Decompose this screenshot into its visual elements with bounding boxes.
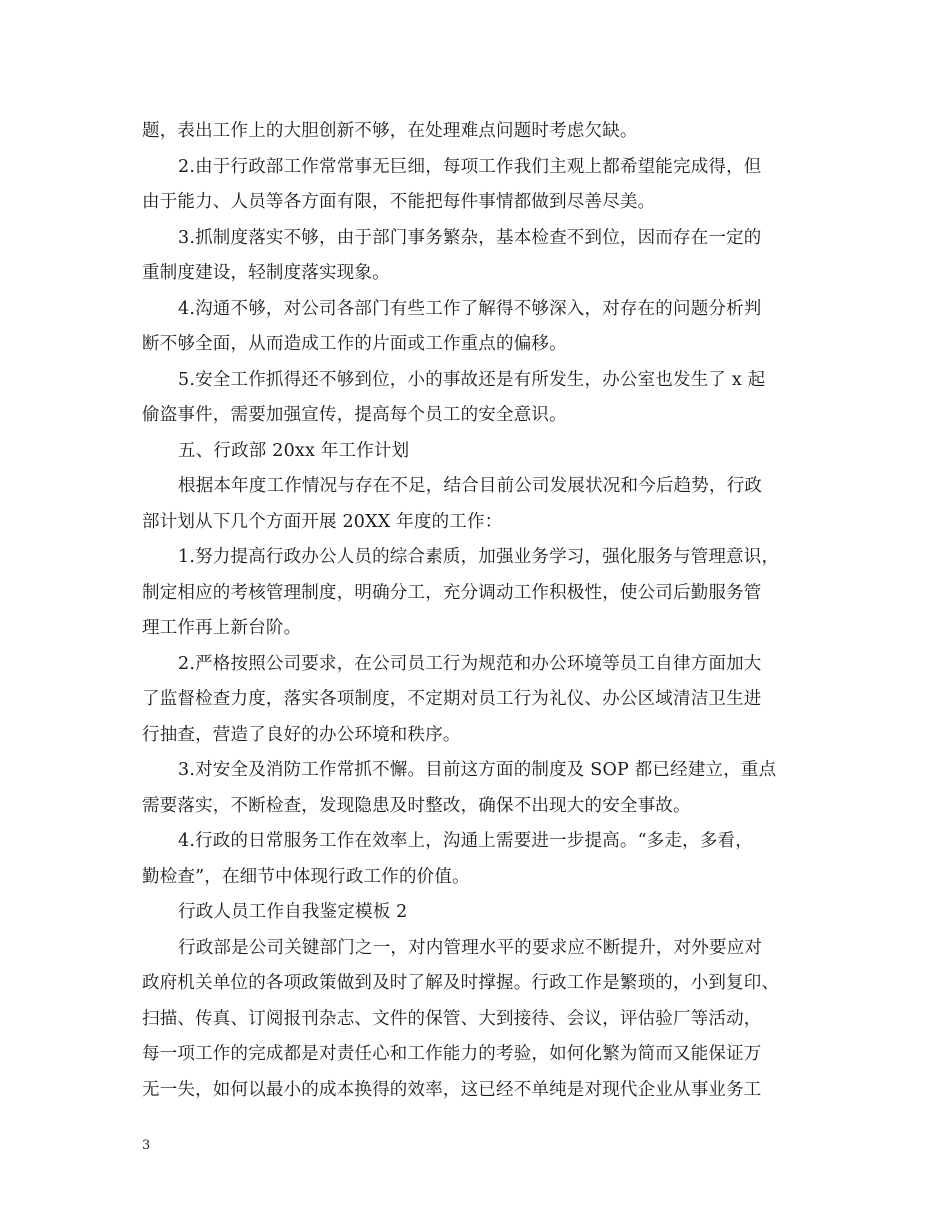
text-line: 由于能力、人员等各方面有限，不能把每件事情都做到尽善尽美。 [142, 192, 656, 212]
text-line: 行政部是公司关键部门之一，对内管理水平的要求应不断提升，对外要应对 [178, 937, 763, 958]
text-line: 3.抓制度落实不够，由于部门事务繁杂，基本检查不到位，因而存在一定的 [178, 227, 762, 248]
text-line: 制定相应的考核管理制度，明确分工，充分调动工作积极性，使公司后勤服务管 [142, 582, 762, 603]
text-line: 1.努力提高行政办公人员的综合素质，加强业务学习，强化服务与管理意识， [178, 547, 780, 567]
text-line: 3.对安全及消防工作常抓不懈。目前这方面的制度及 SOP 都已经建立，重点 [178, 760, 777, 780]
text-line: 行抽查，营造了良好的办公环境和秩序。 [142, 724, 461, 745]
text-line: 4.行政的日常服务工作在效率上，沟通上需要进一步提高。“多走，多看， [178, 831, 753, 851]
text-line: 根据本年度工作情况与存在不足，结合目前公司发展状况和今后趋势，行政 [178, 476, 763, 496]
body-text [142, 114, 814, 1108]
text-line: 偷盗事件，需要加强宣传，提高每个员工的安全意识。 [142, 405, 567, 425]
text-line: 2.由于行政部工作常常事无巨细，每项工作我们主观上都希望能完成得，但 [178, 156, 762, 177]
text-line: 理工作再上新台阶。 [142, 618, 302, 638]
text-line: 重制度建设，轻制度落实现象。 [142, 263, 390, 283]
text-line: 部计划从下几个方面开展 20XX 年度的工作： [142, 511, 503, 532]
text-line: 扫描、传真、订阅报刊杂志、文件的保管、大到接待、会议，评估验厂等活动， [142, 1008, 762, 1029]
text-line: 每一项工作的完成都是对责任心和工作能力的考验，如何化繁为简而又能保证万 [142, 1044, 762, 1064]
text-line: 2.严格按照公司要求，在公司员工行为规范和办公环境等员工自律方面加大 [178, 653, 762, 674]
text-line: 需要落实，不断检查，发现隐患及时整改，确保不出现大的安全事故。 [142, 795, 691, 816]
text-line: 政府机关单位的各项政策做到及时了解及时撑握。行政工作是繁琐的，小到复印、 [142, 973, 780, 993]
page-number: 3 [142, 1138, 151, 1153]
text-line: 无一失，如何以最小的成本换得的效率，这已经不单纯是对现代企业从事业务工 [142, 1079, 762, 1100]
text-line: 行政人员工作自我鉴定模板 2 [178, 902, 408, 922]
text-line: 4.沟通不够，对公司各部门有些工作了解得不够深入，对存在的问题分析判 [178, 298, 762, 319]
text-line: 题，表出工作上的大胆创新不够，在处理难点问题时考虑欠缺。 [142, 121, 638, 141]
text-line: 断不够全面，从而造成工作的片面或工作重点的偏移。 [142, 334, 567, 354]
text-line: 了监督检查力度，落实各项制度，不定期对员工行为礼仪、办公区域清洁卫生进 [142, 689, 762, 709]
text-line: 5.安全工作抓得还不够到位，小的事故还是有所发生，办公室也发生了 x 起 [178, 369, 766, 390]
text-line: 勤检查”，在细节中体现行政工作的价值。 [142, 866, 470, 887]
text-line: 五、行政部 20xx 年工作计划 [178, 440, 410, 461]
